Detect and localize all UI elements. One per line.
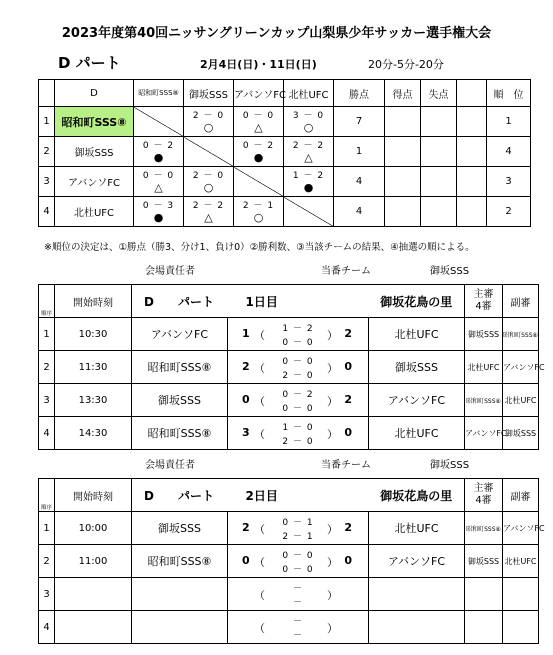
header-extra [457, 80, 487, 107]
tournament-title: 2023年度第40回ニッサングリーンカップ山梨県少年サッカー選手権大会 [61, 26, 492, 41]
referee-header: 主審 4審 [465, 285, 503, 318]
start-time: 11:00 [55, 545, 132, 578]
row-number: 3 [39, 167, 55, 197]
away-score: 2 [344, 327, 352, 340]
result-mark: ○ [203, 180, 214, 194]
first-half-score: 0 － 0 [282, 357, 314, 367]
result-score: 0 － 0 [242, 110, 275, 121]
stat-rank: 4 [487, 137, 531, 167]
assistant-referee: 昭和町SSS⑧ [503, 318, 539, 351]
seq-header: 順序 [39, 285, 55, 318]
result-mark: △ [254, 120, 263, 134]
paren-close: ） [327, 523, 338, 536]
match-result [228, 318, 369, 351]
result-cell [184, 167, 234, 197]
stat-rank: 2 [487, 197, 531, 227]
result-cell [234, 137, 284, 167]
duty-team-value: 御坂SSS [430, 460, 470, 471]
result-cell [284, 167, 334, 197]
header-rank: 順 位 [487, 80, 531, 107]
venue-manager-label: 会場責任者 [145, 460, 195, 471]
result-score: 2 － 1 [242, 200, 275, 211]
away-team: 北杜UFC [369, 318, 465, 351]
duty-team-label: 当番チーム [321, 460, 371, 471]
match-result [228, 351, 369, 384]
assistant-referee: 北杜UFC [503, 384, 539, 417]
result-mark: ● [153, 210, 164, 224]
second-half-score: 2 － 0 [282, 371, 314, 381]
paren-open: （ [254, 362, 265, 375]
assistant-referee: アバンソFC [503, 512, 539, 545]
header-goals-against: 失点 [421, 80, 457, 107]
referee: アバンソFC [465, 417, 503, 450]
result-mark: △ [304, 150, 313, 164]
stat-gf [385, 167, 421, 197]
stat-extra [457, 197, 487, 227]
away-team [369, 578, 465, 611]
result-mark: ○ [203, 120, 214, 134]
paren-close: ） [327, 395, 338, 408]
assistant-referee: アバンソFC [503, 351, 539, 384]
team-name: 北杜UFC [55, 197, 134, 227]
result-mark: ○ [253, 210, 264, 224]
day-header: 2日目 [228, 479, 369, 512]
away-team: 北杜UFC [369, 512, 465, 545]
league-row [39, 197, 531, 227]
assistant-header: 副審 [503, 479, 539, 512]
result-score: 2 － 0 [192, 110, 225, 121]
paren-close: ） [327, 622, 338, 635]
match-result [228, 611, 369, 644]
team-name: アバンソFC [55, 167, 134, 197]
start-time: 11:30 [55, 351, 132, 384]
start-time: 10:30 [55, 318, 132, 351]
match-row [39, 578, 539, 611]
second-half-score: － [292, 631, 303, 641]
match-number: 3 [39, 384, 55, 417]
paren-close: ） [327, 428, 338, 441]
match-number: 4 [39, 417, 55, 450]
match-row [39, 351, 539, 384]
stat-extra [457, 137, 487, 167]
part-header: D パート [132, 479, 228, 512]
match-result [228, 545, 369, 578]
first-half-score: 1 － 0 [282, 423, 314, 433]
home-team: 昭和町SSS⑧ [132, 417, 228, 450]
venue-manager-label: 会場責任者 [145, 266, 195, 277]
home-score: 3 [242, 426, 250, 439]
match-number: 3 [39, 578, 55, 611]
home-score: 0 [242, 554, 250, 567]
result-mark: △ [204, 210, 213, 224]
seq-header: 順序 [39, 479, 55, 512]
referee: 御坂SSS [465, 545, 503, 578]
referee [465, 611, 503, 644]
result-cell [134, 197, 184, 227]
stat-ga [421, 197, 457, 227]
self-cell [284, 197, 334, 227]
second-half-score: 0 － 0 [282, 565, 314, 575]
assistant-referee [503, 611, 539, 644]
second-half-score: 0 － 0 [282, 404, 314, 414]
header-points: 勝点 [334, 80, 385, 107]
result-cell [134, 167, 184, 197]
assistant-referee: 御坂SSS [503, 417, 539, 450]
result-cell [134, 137, 184, 167]
home-team: 御坂SSS [132, 512, 228, 545]
paren-close: ） [327, 362, 338, 375]
away-score: 0 [344, 554, 352, 567]
stat-points: 4 [334, 167, 385, 197]
start-time: 14:30 [55, 417, 132, 450]
home-team: 昭和町SSS⑧ [132, 545, 228, 578]
self-cell [134, 107, 184, 137]
stat-points: 1 [334, 137, 385, 167]
part-header: D パート [132, 285, 228, 318]
part-name: D パート [58, 54, 121, 72]
result-cell [184, 107, 234, 137]
home-score: 1 [242, 327, 250, 340]
assistant-referee [503, 578, 539, 611]
result-mark: ● [153, 150, 164, 164]
away-score: 2 [344, 521, 352, 534]
self-cell [184, 137, 234, 167]
league-row [39, 137, 531, 167]
paren-open: （ [254, 395, 265, 408]
away-team [369, 611, 465, 644]
referee: 御坂SSS [465, 318, 503, 351]
first-half-score: － [292, 584, 303, 594]
result-mark: ● [303, 180, 314, 194]
match-result [228, 578, 369, 611]
result-score: 2 － 0 [192, 170, 225, 181]
start-time [55, 611, 132, 644]
result-score: 2 － 2 [192, 200, 225, 211]
team-name: 御坂SSS [55, 137, 134, 167]
row-number: 4 [39, 197, 55, 227]
row-number: 1 [39, 107, 55, 137]
stat-ga [421, 167, 457, 197]
day2-meta [0, 456, 553, 472]
home-team: アバンソFC [132, 318, 228, 351]
result-score: 2 － 2 [292, 140, 325, 151]
result-score: 0 － 0 [142, 170, 175, 181]
league-row [39, 167, 531, 197]
header-corner: D [55, 80, 134, 107]
league-row [39, 107, 531, 137]
venue-header: 御坂花鳥の里 [369, 479, 465, 512]
referee [465, 578, 503, 611]
match-result [228, 512, 369, 545]
second-half-score: 2 － 1 [282, 532, 314, 542]
day-header: 1日目 [228, 285, 369, 318]
self-cell [234, 167, 284, 197]
paren-open: （ [254, 622, 265, 635]
first-half-score: 0 － 2 [282, 390, 314, 400]
referee: 昭和町SSS⑧ [465, 384, 503, 417]
home-team [132, 578, 228, 611]
time-header: 開始時刻 [55, 285, 132, 318]
day2-schedule-table [38, 478, 545, 644]
match-row [39, 512, 539, 545]
header-goals-for: 得点 [385, 80, 421, 107]
away-team: 御坂SSS [369, 351, 465, 384]
away-score: 0 [344, 360, 352, 373]
result-score: 0 － 3 [142, 200, 175, 211]
stat-gf [385, 137, 421, 167]
result-cell [284, 137, 334, 167]
stat-ga [421, 137, 457, 167]
stat-ga [421, 107, 457, 137]
schedule-header-row [39, 285, 539, 318]
second-half-score: － [292, 598, 303, 608]
match-row [39, 611, 539, 644]
match-format: 20分-5分-20分 [368, 58, 444, 71]
day1-meta [0, 262, 553, 278]
paren-open: （ [254, 329, 265, 342]
home-score: 2 [242, 521, 250, 534]
paren-open: （ [254, 556, 265, 569]
match-number: 2 [39, 545, 55, 578]
paren-close: ） [327, 556, 338, 569]
header-team: 御坂SSS [184, 80, 234, 107]
day1-schedule-table [38, 284, 545, 450]
stat-points: 4 [334, 197, 385, 227]
away-team: 北杜UFC [369, 417, 465, 450]
header-blank [39, 80, 55, 107]
match-dates: 2月4日(日)・11日(日) [200, 58, 317, 71]
away-score: 2 [344, 393, 352, 406]
first-half-score: 1 － 2 [282, 324, 314, 334]
match-number: 1 [39, 318, 55, 351]
venue-header: 御坂花鳥の里 [369, 285, 465, 318]
match-row [39, 318, 539, 351]
paren-close: ） [327, 329, 338, 342]
result-cell [284, 107, 334, 137]
stat-extra [457, 107, 487, 137]
match-row [39, 417, 539, 450]
match-number: 2 [39, 351, 55, 384]
paren-open: （ [254, 589, 265, 602]
league-table [38, 79, 531, 227]
match-result [228, 384, 369, 417]
home-score: 0 [242, 393, 250, 406]
result-mark: ● [253, 150, 264, 164]
header-team: 昭和町SSS⑧ [134, 80, 184, 107]
header-team: 北杜UFC [284, 80, 334, 107]
second-half-score: 2 － 0 [282, 437, 314, 447]
away-score: 0 [344, 426, 352, 439]
match-number: 1 [39, 512, 55, 545]
result-score: 1 － 2 [292, 170, 325, 181]
second-half-score: 0 － 0 [282, 338, 314, 348]
time-header: 開始時刻 [55, 479, 132, 512]
league-header-row [39, 80, 531, 107]
start-time: 10:00 [55, 512, 132, 545]
stat-rank: 1 [487, 107, 531, 137]
stat-extra [457, 167, 487, 197]
match-number: 4 [39, 611, 55, 644]
first-half-score: 0 － 1 [282, 518, 314, 528]
result-cell [234, 107, 284, 137]
ranking-note: ※順位の決定は、①勝点（勝3、分け1、負け0）②勝利数、③当該チームの結果、④抽選の順による。 [44, 242, 475, 253]
stat-points: 7 [334, 107, 385, 137]
home-team: 昭和町SSS⑧ [132, 351, 228, 384]
away-team: アバンソFC [369, 384, 465, 417]
paren-open: （ [254, 523, 265, 536]
stat-gf [385, 197, 421, 227]
home-team [132, 611, 228, 644]
result-mark: ○ [303, 120, 314, 134]
match-row [39, 384, 539, 417]
referee: 昭和町SSS⑧ [465, 512, 503, 545]
referee: 北杜UFC [465, 351, 503, 384]
result-cell [234, 197, 284, 227]
match-row [39, 545, 539, 578]
duty-team-label: 当番チーム [321, 266, 371, 277]
result-score: 3 － 0 [292, 110, 325, 121]
assistant-referee: 北杜UFC [503, 545, 539, 578]
stat-gf [385, 107, 421, 137]
team-name: 昭和町SSS⑧ [55, 107, 134, 137]
first-half-score: 0 － 0 [282, 551, 314, 561]
start-time: 13:30 [55, 384, 132, 417]
header-team: アバンソFC [234, 80, 284, 107]
result-cell [184, 197, 234, 227]
row-number: 2 [39, 137, 55, 167]
away-team: アバンソFC [369, 545, 465, 578]
home-team: 御坂SSS [132, 384, 228, 417]
referee-header: 主審 4審 [465, 479, 503, 512]
start-time [55, 578, 132, 611]
result-score: 0 － 2 [242, 140, 275, 151]
result-score: 0 － 2 [142, 140, 175, 151]
paren-close: ） [327, 589, 338, 602]
first-half-score: － [292, 617, 303, 627]
schedule-header-row [39, 479, 539, 512]
match-result [228, 417, 369, 450]
paren-open: （ [254, 428, 265, 441]
assistant-header: 副審 [503, 285, 539, 318]
stat-rank: 3 [487, 167, 531, 197]
duty-team-value: 御坂SSS [430, 266, 470, 277]
result-mark: △ [154, 180, 163, 194]
home-score: 2 [242, 360, 250, 373]
